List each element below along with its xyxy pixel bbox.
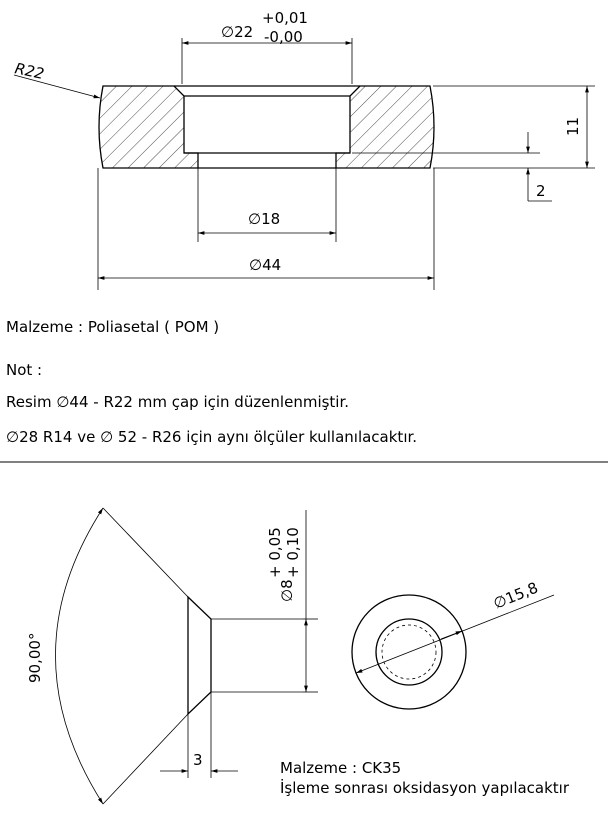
countersink-angle-label: 90,00° xyxy=(26,632,44,683)
bore-diameter-label: ∅22 xyxy=(221,23,254,41)
part2-material: Malzeme : CK35 xyxy=(280,759,402,777)
part1-note-label: Not : xyxy=(6,361,43,379)
height-label: 11 xyxy=(564,116,582,136)
bushing-dimensions xyxy=(14,38,595,290)
washer-outer-diameter-label: ∅15,8 xyxy=(490,578,541,613)
hole-diameter-label: ∅8 xyxy=(278,579,296,602)
bushing-left-wall xyxy=(99,86,198,168)
bore-tolerance-upper: +0,01 xyxy=(262,9,308,27)
hole-tolerance-upper: + 0,05 xyxy=(266,527,284,578)
bore-tolerance-lower: -0,00 xyxy=(264,28,303,46)
hole-tolerance-lower: + 0,10 xyxy=(284,527,302,578)
part2-process-note: İşleme sonrası oksidasyon yapılacaktır xyxy=(280,779,570,797)
washer-top-view xyxy=(352,595,554,709)
washer-side-view xyxy=(188,597,302,714)
step-label: 2 xyxy=(536,182,546,200)
radius-label: R22 xyxy=(13,59,46,84)
depth-label: 3 xyxy=(193,751,203,769)
bushing-right-wall xyxy=(336,86,434,168)
part1-note-line2: ∅28 R14 ve ∅ 52 - R26 için aynı ölçüler kullanılacaktır. xyxy=(6,428,418,446)
part1-material: Malzeme : Poliasetal ( POM ) xyxy=(6,318,220,336)
outer-diameter-label: ∅44 xyxy=(249,256,282,274)
bushing-section xyxy=(99,86,434,168)
part1-note-line1: Resim ∅44 - R22 mm çap için düzenlenmiştir. xyxy=(6,393,350,411)
inner-diameter-label: ∅18 xyxy=(248,210,281,228)
